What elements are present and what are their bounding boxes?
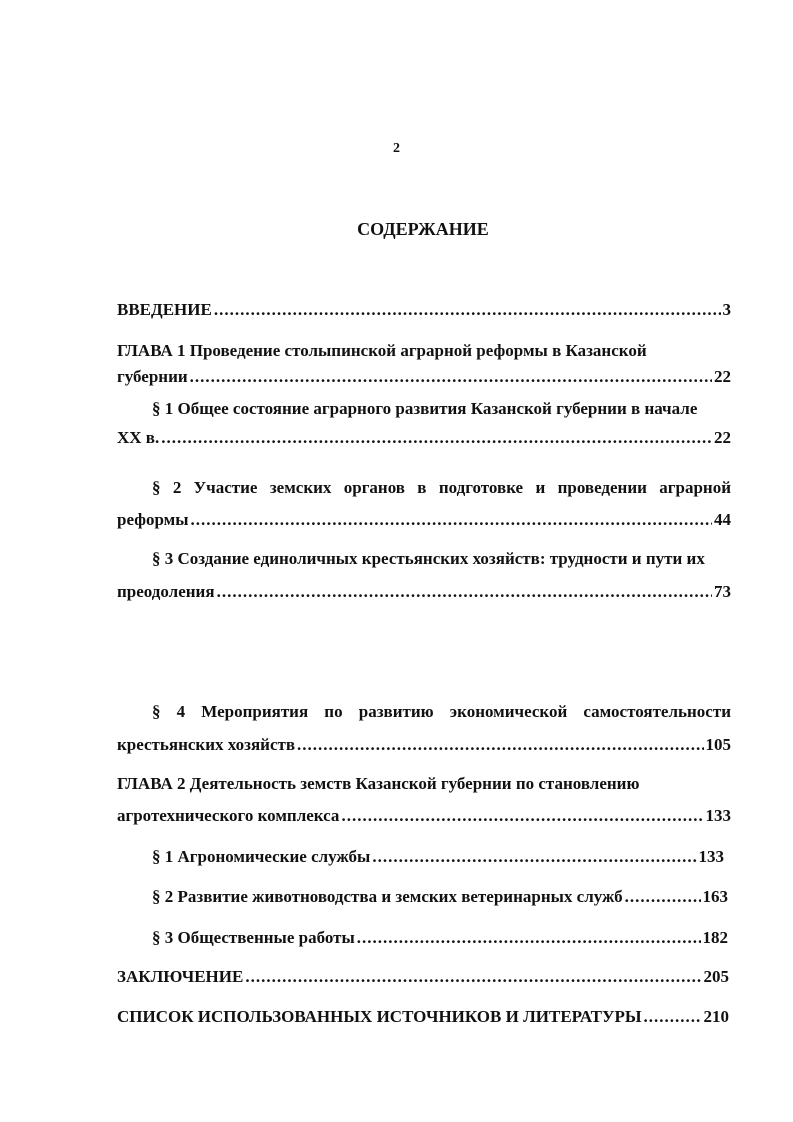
toc-entry-label: § 3 Общественные работы (152, 928, 355, 947)
toc-entry-label: XX в. (117, 428, 160, 447)
toc-entry-conclusion (117, 967, 729, 987)
toc-page-number: 73 (714, 582, 731, 601)
toc-entry-section-2-1 (152, 847, 724, 867)
dot-leader (625, 887, 701, 907)
toc-page-number: 163 (702, 887, 728, 906)
dot-leader (161, 428, 712, 448)
toc-entry-chapter-2 (117, 806, 731, 826)
dot-leader (372, 847, 696, 867)
toc-page-number: 3 (722, 300, 731, 319)
toc-entry-section-1-1-line1: § 1 Общее состояние аграрного развития Казанской губернии в начале (152, 399, 698, 418)
page-number: 2 (393, 141, 400, 156)
toc-page-number: 133 (705, 806, 731, 825)
dot-leader (214, 300, 721, 320)
toc-entry-label: § 1 Агрономические службы (152, 847, 371, 866)
toc-entry-section-1-3-line1: § 3 Создание единоличных крестьянских хозяйств: трудности и пути их (152, 549, 705, 568)
toc-page-number: 133 (698, 847, 724, 866)
toc-entry-chapter-1-line1: ГЛАВА 1 Проведение столыпинской аграрной реформы в Казанской (117, 341, 647, 360)
toc-entry-section-1-4 (117, 735, 731, 755)
toc-entry-chapter-2-line1: ГЛАВА 2 Деятельность земств Казанской губернии по становлению (117, 774, 640, 793)
toc-entry-section-2-3 (152, 928, 728, 948)
toc-page-number: 22 (714, 367, 731, 386)
toc-page-number: 210 (703, 1007, 729, 1026)
toc-page-number: 22 (714, 428, 731, 447)
dot-leader (341, 806, 703, 826)
dot-leader (191, 510, 712, 530)
toc-entry-label: агротехнического комплекса (117, 806, 340, 825)
toc-entry-section-1-2-line1: § 2 Участие земских органов в подготовке и проведении аграрной (152, 478, 731, 497)
dot-leader (357, 928, 701, 948)
toc-page-number: 205 (703, 967, 729, 986)
page-title: СОДЕРЖАНИЕ (357, 219, 489, 239)
toc-entry-label: § 2 Развитие животноводства и земских ветеринарных служб (152, 887, 623, 906)
toc-entry-label: реформы (117, 510, 189, 529)
dot-leader (217, 582, 712, 602)
toc-entry-section-2-2 (152, 887, 728, 907)
toc-entry-label: губернии (117, 367, 188, 386)
dot-leader (297, 735, 703, 755)
toc-entry-label: ЗАКЛЮЧЕНИЕ (117, 967, 244, 986)
toc-entry-sources (117, 1007, 729, 1027)
dot-leader (245, 967, 701, 987)
toc-entry-section-1-2 (117, 510, 731, 530)
dot-leader (190, 367, 712, 387)
dot-leader (644, 1007, 702, 1027)
toc-page-number: 105 (705, 735, 731, 754)
toc-entry-label: крестьянских хозяйств (117, 735, 296, 754)
toc-entry-label: преодоления (117, 582, 215, 601)
toc-page-number: 44 (714, 510, 731, 529)
toc-entry-section-1-4-line1: § 4 Мероприятия по развитию экономической самостоятельности (152, 702, 731, 721)
toc-entry-section-1-1 (117, 428, 731, 448)
toc-entry-section-1-3 (117, 582, 731, 602)
toc-page-number: 182 (702, 928, 728, 947)
toc-entry-introduction (117, 300, 731, 320)
toc-entry-label: СПИСОК ИСПОЛЬЗОВАННЫХ ИСТОЧНИКОВ И ЛИТЕРАТУРЫ (117, 1007, 642, 1026)
toc-entry-chapter-1 (117, 367, 731, 387)
toc-entry-label: ВВЕДЕНИЕ (117, 300, 212, 319)
